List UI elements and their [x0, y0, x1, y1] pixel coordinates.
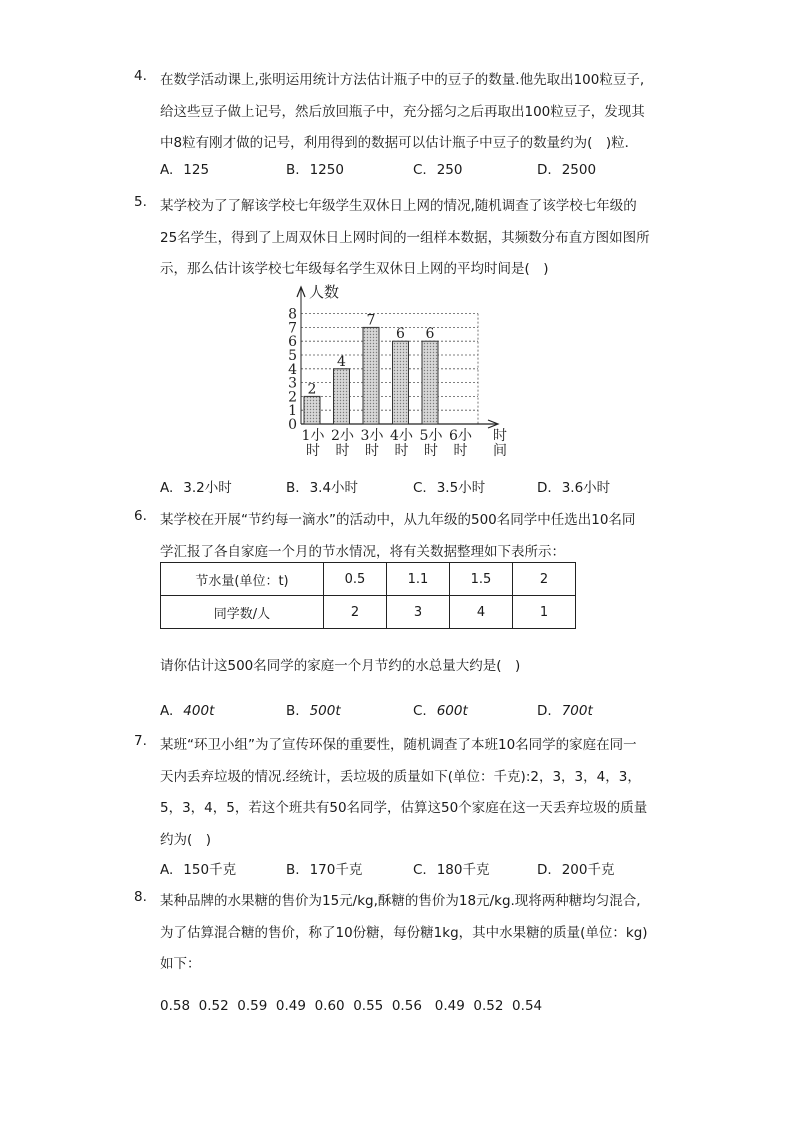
options-row — [160, 858, 660, 878]
x-tick-label: 时 — [365, 443, 379, 459]
bar-value-label: 7 — [366, 312, 376, 329]
option-a[interactable]: A. 150千克 — [160, 862, 237, 878]
y-axis-label: 人数 — [309, 283, 340, 301]
question-6 — [134, 508, 694, 728]
option-a[interactable]: A. 400t — [160, 703, 215, 719]
y-tick-label: 3 — [288, 375, 297, 392]
option-b[interactable]: B. 1250 — [286, 162, 344, 178]
y-tick-label: 4 — [288, 361, 297, 378]
question-number: 8. — [134, 889, 147, 905]
option-c[interactable]: C. 180千克 — [413, 862, 490, 878]
option-d[interactable]: D. 3.6小时 — [537, 480, 611, 496]
table-cell: 1 — [513, 596, 576, 629]
histogram-bar — [393, 341, 409, 424]
question-text-line: 示，那么估计该学校七年级每名学生双休日上网的平均时间是( ) — [160, 261, 549, 277]
question-text-line: 某学校在开展“节约每一滴水”的活动中，从九年级的500名同学中任选出10名同 — [160, 512, 636, 528]
option-c[interactable]: C. 600t — [413, 703, 468, 719]
histogram-bar — [422, 341, 438, 424]
question-text-line: 为了估算混合糖的售价，称了10份糖，每份糖1kg，其中水果糖的质量(单位：kg) — [160, 925, 648, 941]
question-text-line: 某种品牌的水果糖的售价为15元/kg,酥糖的售价为18元/kg.现将两种糖均匀混合, — [160, 893, 641, 909]
option-a[interactable]: A. 3.2小时 — [160, 480, 232, 496]
histogram-chart — [0, 0, 794, 480]
question-number: 7. — [134, 733, 147, 749]
question-text-line: 在数学活动课上,张明运用统计方法估计瓶子中的豆子的数量.他先取出100粒豆子, — [160, 72, 645, 88]
option-b[interactable]: B. 500t — [286, 703, 341, 719]
y-tick-label: 0 — [288, 417, 297, 433]
question-text-line: 25名学生，得到了上周双休日上网时间的一组样本数据，其频数分布直方图如图所 — [160, 230, 650, 246]
x-tick-label: 2小 — [331, 428, 354, 444]
y-tick-label: 1 — [288, 403, 297, 420]
question-text-line: 给这些豆子做上记号，然后放回瓶子中，充分摇匀之后再取出100粒豆子，发现其 — [160, 104, 645, 120]
question-number: 6. — [134, 508, 147, 524]
question-text-line: 某班“环卫小组”为了宣传环保的重要性，随机调查了本班10名同学的家庭在同一 — [160, 737, 637, 753]
option-b[interactable]: B. 170千克 — [286, 862, 363, 878]
table-cell: 2 — [324, 596, 387, 629]
x-axis-label: 时 — [493, 428, 507, 444]
x-tick-label: 6小 — [449, 428, 472, 444]
x-tick-label: 时 — [453, 443, 468, 459]
question-7 — [134, 733, 694, 883]
x-tick-label: 时 — [335, 443, 350, 459]
table-row — [161, 563, 576, 596]
histogram-bar — [304, 396, 320, 424]
question-text-line: 中8粒有刚才做的记号，利用得到的数据可以估计瓶子中豆子的数量约为( )粒． — [160, 135, 639, 151]
question-number: 4. — [134, 68, 147, 84]
table-header-cell: 同学数/人 — [161, 596, 324, 629]
x-tick-label: 时 — [424, 443, 438, 459]
options-row — [160, 703, 660, 723]
question-text-line: 如下： — [160, 956, 201, 972]
table-cell: 2 — [513, 563, 576, 596]
table-cell: 1.1 — [387, 563, 450, 596]
bar-value-label: 6 — [425, 326, 435, 343]
table-cell: 0.5 — [324, 563, 387, 596]
y-tick-label: 2 — [288, 389, 297, 406]
water-saving-table — [160, 562, 576, 629]
table-cell: 1.5 — [450, 563, 513, 596]
y-tick-label: 8 — [288, 306, 297, 323]
x-tick-label: 时 — [306, 443, 320, 459]
bar-value-label: 2 — [307, 381, 317, 398]
table-cell: 4 — [450, 596, 513, 629]
histogram-bar — [334, 369, 350, 424]
table-row — [161, 596, 576, 629]
option-d[interactable]: D. 200千克 — [537, 862, 615, 878]
x-tick-label: 4小 — [390, 428, 413, 444]
x-tick-label: 3小 — [360, 428, 384, 444]
question-text-line: 约为( ) — [160, 832, 212, 848]
bar-value-label: 6 — [396, 326, 405, 343]
question-text-line: 5，3，4，5，若这个班共有50名同学，估算这50个家庭在这一天丢弃垃圾的质量 — [160, 800, 648, 816]
data-values-line: 0.58 0.52 0.59 0.49 0.60 0.55 0.56 0.49 0.52 0.54 — [160, 998, 543, 1014]
option-b[interactable]: B. 3.4小时 — [286, 480, 359, 496]
y-tick-label: 5 — [288, 348, 297, 364]
x-tick-label: 1小 — [301, 428, 325, 444]
question-8 — [134, 889, 694, 1019]
option-c[interactable]: C. 3.5小时 — [413, 480, 486, 496]
question-text-line: 学汇报了各自家庭一个月的节水情况，将有关数据整理如下表所示： — [160, 544, 565, 560]
question-text-line: 天内丢弃垃圾的情况.经统计，丢垃圾的质量如下(单位：千克):2，3，3，4，3， — [160, 769, 641, 785]
question-text-line: 请你估计这500名同学的家庭一个月节约的水总量大约是( ) — [160, 658, 521, 674]
y-tick-label: 6 — [288, 334, 297, 351]
table-header-cell: 节水量(单位：t) — [161, 563, 324, 596]
x-axis-label: 间 — [493, 443, 507, 459]
histogram-bar — [363, 327, 379, 424]
x-tick-label: 5小 — [419, 428, 443, 444]
option-c[interactable]: C. 250 — [413, 162, 463, 178]
option-a[interactable]: A. 125 — [160, 162, 210, 178]
x-tick-label: 时 — [394, 443, 409, 459]
bar-value-label: 4 — [337, 353, 346, 370]
option-d[interactable]: D. 2500 — [537, 162, 597, 178]
table-cell: 3 — [387, 596, 450, 629]
y-tick-label: 7 — [288, 320, 297, 337]
question-number: 5. — [134, 194, 147, 210]
option-d[interactable]: D. 700t — [537, 703, 593, 719]
question-text-line: 某学校为了了解该学校七年级学生双休日上网的情况,随机调查了该学校七年级的 — [160, 198, 637, 214]
